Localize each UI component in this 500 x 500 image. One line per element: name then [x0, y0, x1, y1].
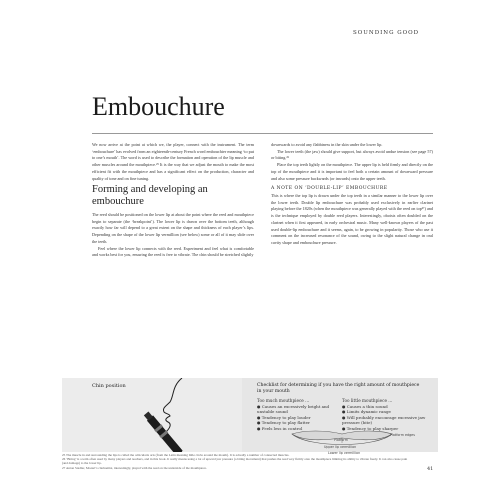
list-item: ● Tendency to play flatter	[257, 420, 310, 426]
checklist-title: Checklist for determining if you have the right amount of mouthpiece in your mouth	[257, 383, 420, 395]
paragraph: We now arrive at the point at which we, the player, connect with the instrument. The term ‘embouchure’ has evolved from an eighteenth-century French word embouchier meaning ‘to put to one’s mouth’. The word is used to describe the formation and operation of the lip muscle and other muscles around the mouthpiece.²⁵ It is the way that we adjust the mouth to make the most efficient fit with the mouthpiece and has a significant effect on the production, character and quality of tone and on fine tuning.	[92, 142, 254, 181]
face-profile-illustration	[62, 378, 242, 452]
column-2-top	[271, 142, 433, 182]
note-heading: A NOTE ON ‘DOUBLE-LIP’ EMBOUCHURE	[271, 186, 388, 191]
too-much-heading: Too much mouthpiece …	[257, 398, 310, 403]
column-2-body	[271, 193, 433, 247]
list-item: ● Feels less in control	[257, 425, 303, 431]
paragraph: The lower teeth (the jaw) should give support, but always avoid undue tension (see page 57) or biting.²⁶	[271, 148, 433, 161]
footnote: 25 The muscle in and surrounding the lips is called the orbicularis oris (from the Latin meaning little circle around the mouth). It is actually a number of connected muscles.	[62, 453, 290, 457]
footnote: 26 ‘Biting’ is a term often used by many players and teachers, and in this book. It really means using a lot of upward jaw pressure (a biting movement) that pushes the reed very firmly onto the mouthpiece limiting its ability to vibrate freely. It can also cause pain (and damage) to the lower lip.	[62, 457, 408, 466]
too-much-column	[257, 398, 337, 432]
paragraph: Feel where the lower lip connects with the reed. Experiment and feel what is comfortable and works best for you, ensuring the reed is free to vibrate. The chin should be stretched slightly	[92, 245, 254, 258]
list-item: ● Will probably encourage excessive jaw pressure (bite)	[342, 414, 426, 426]
footnote: 27 Anton Stadler, Mozart’s clarinettist, interestingly, played with the reed on the underside of the mouthpiece.	[62, 465, 207, 470]
running-header: SOUNDING GOOD	[353, 30, 420, 36]
paragraph: The reed should be positioned on the lower lip at about the point where the reed and mouthpiece begin to separate (the ‘breakpoint’). The lower lip is drawn over the bottom teeth, although exactly how far will depend to a great extent on the shape and thickness of each player’s lips. Depending on the shape of the lower lip vermillion (see below) some or all of it may slide over the teeth.	[92, 212, 254, 244]
chin-position-label: Chin position	[92, 383, 126, 389]
page-number: 41	[427, 466, 434, 472]
upper-lip-label: Upper lip vermillion	[324, 445, 357, 449]
list-item: ● Tendency to play sharper	[342, 425, 399, 431]
too-little-column	[342, 398, 430, 432]
page-title: Embouchure	[92, 92, 225, 121]
list-item: ● Causes a thin sound	[342, 403, 388, 409]
platform-edges-label: Platform edges	[390, 433, 415, 437]
footnotes	[62, 453, 412, 470]
clarinet-icon	[143, 411, 183, 452]
platform-label: Platform	[334, 438, 348, 442]
column-1-body	[92, 212, 254, 259]
section-subheading: Forming and developing an embouchure	[92, 184, 208, 207]
paragraph: downwards to avoid any flabbiness in the skin under the lower lip.	[271, 142, 383, 147]
paragraph: Place the top teeth lightly on the mouthpiece. The upper lip is held firmly and directly on the top of the mouthpiece and it is important to feel both a certain amount of downward pressure and also some pressure backwards (or inwards) onto the upper teeth.	[271, 162, 433, 181]
too-little-heading: Too little mouthpiece …	[342, 398, 393, 403]
lower-lip-label: Lower lip vermillion	[328, 451, 361, 455]
list-item: ● Limits dynamic range	[342, 409, 391, 415]
intro-text	[92, 142, 254, 182]
paragraph: This is where the top lip is drawn under the top teeth in a similar manner to the lower lip over the lower teeth. Double lip embouchure was probably used exclusively in earlier clarinet playing before the 1820s (when the mouthpiece was generally played with the reed on top²⁷) and is the technique employed by double reed players. Interestingly, oboists often doubled on the clarinet when it first appeared, in early orchestral music. Many well-known players of the past used double-lip embouchure and it seems, again, to be growing in popularity. Those who use it comment on the increased resonance of the sound, owing to the slight natural change in oral cavity shape and embouchure pressure.	[271, 193, 433, 245]
list-item: ● Causes an excessively bright and unstable sound	[257, 403, 330, 415]
title-rule	[92, 133, 433, 134]
list-item: ● Tendency to play louder	[257, 414, 311, 420]
